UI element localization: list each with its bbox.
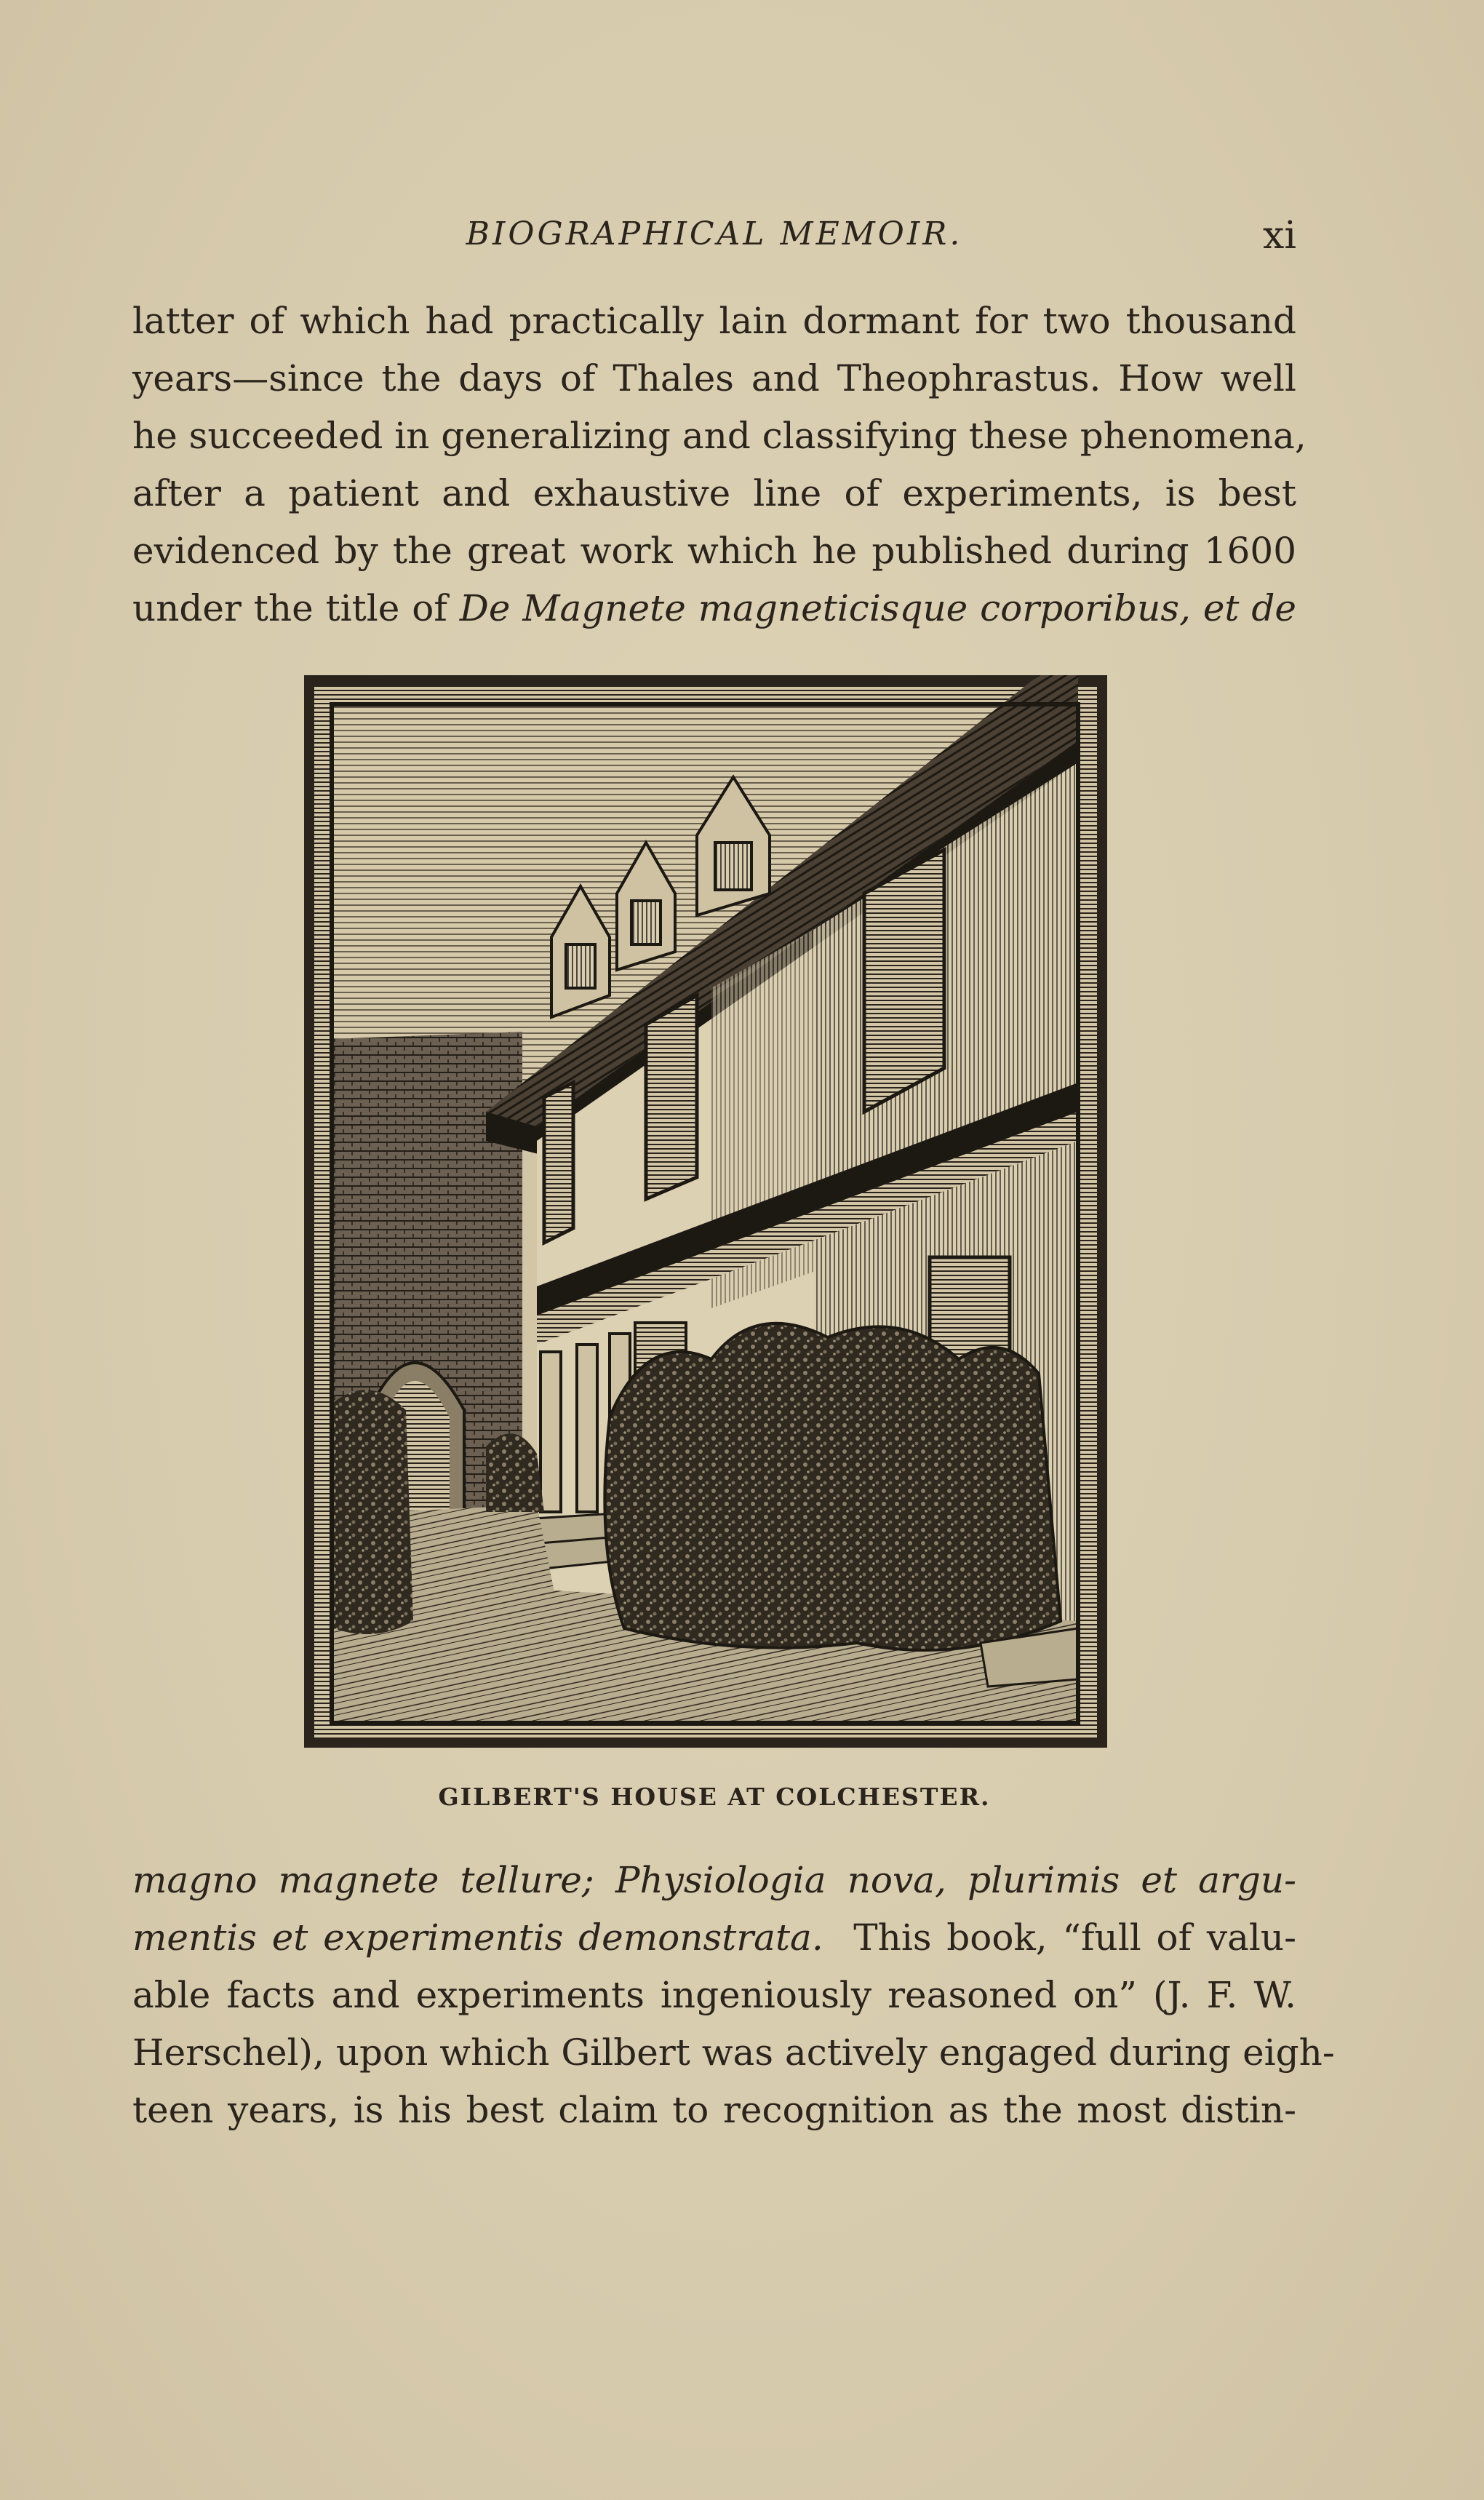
- engraving-illustration: [304, 675, 1107, 1748]
- latin-title-line: magno magnete tellure; Physiologia nova, plurimis et argu-: [132, 1859, 1296, 1901]
- text-line: after a patient and exhaustive line of experiments, is best: [132, 472, 1296, 514]
- text-line: teen years, is his best claim to recognition as the most distin-: [132, 2089, 1296, 2131]
- running-title: BIOGRAPHICAL MEMOIR.: [466, 215, 963, 252]
- text-line: he succeeded in generalizing and classifying these phenomena,: [132, 415, 1307, 457]
- top-paragraph: [132, 292, 1307, 637]
- bottom-paragraph: [132, 1852, 1335, 2139]
- text-run: under the title of: [132, 587, 460, 629]
- text-line: [132, 1909, 1296, 1967]
- text-run: This book, “full of valu-: [823, 1916, 1296, 1959]
- text-line: latter of which had practically lain dormant for two thousand: [132, 300, 1296, 342]
- figure-caption: GILBERT'S HOUSE AT COLCHESTER.: [438, 1783, 991, 1811]
- text-line: [132, 580, 1296, 637]
- latin-title-run: De Magnete magneticisque corporibus, et de: [459, 587, 1296, 629]
- text-line: Herschel), upon which Gilbert was actively engaged during eigh-: [132, 2031, 1335, 2074]
- page-number: xi: [1263, 214, 1296, 258]
- running-head: [132, 215, 1296, 259]
- text-line: able facts and experiments ingeniously reasoned on” (J. F. W.: [132, 1974, 1296, 2016]
- latin-title-run: mentis et experimentis demonstrata.: [132, 1916, 823, 1959]
- text-line: years—since the days of Thales and Theophrastus. How well: [132, 357, 1296, 399]
- text-line: evidenced by the great work which he published during 1600: [132, 530, 1296, 572]
